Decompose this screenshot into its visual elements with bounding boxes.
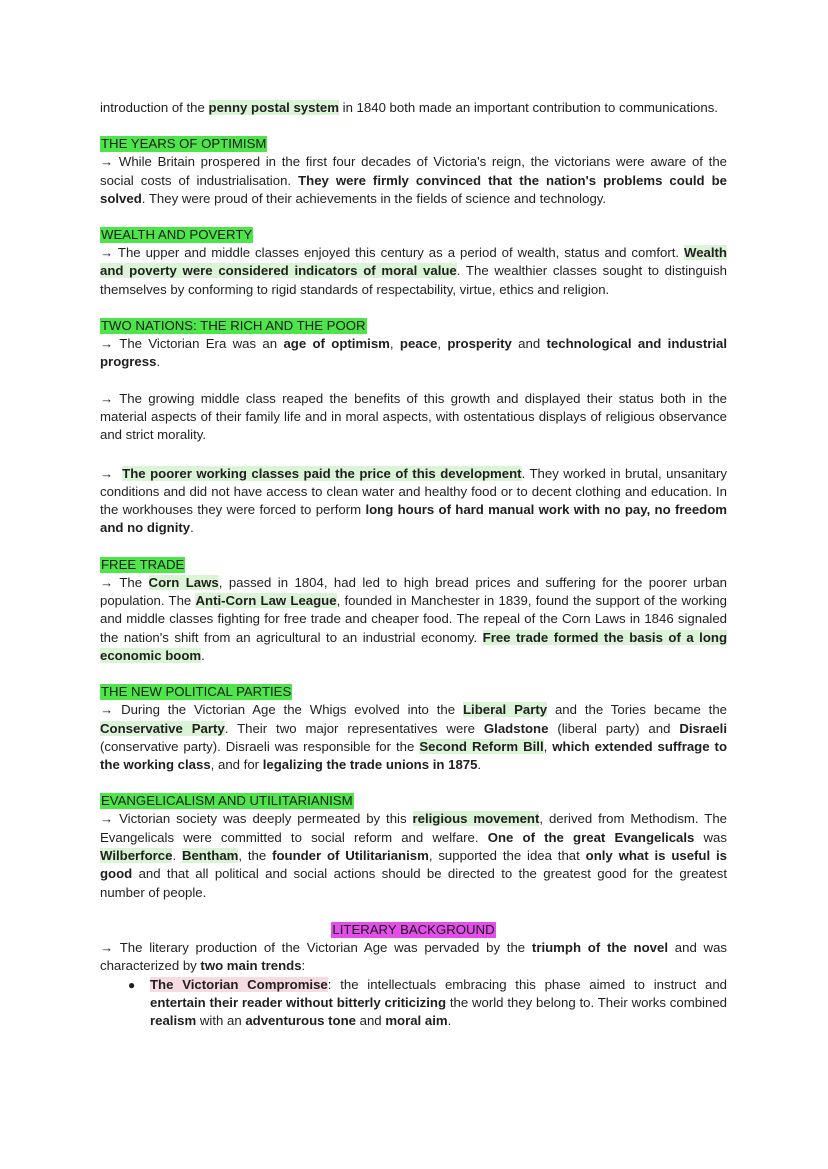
- nations-paragraph-1: → The Victorian Era was an age of optimism, peace, prosperity and technological and industrial progress.: [100, 336, 728, 370]
- arrow-icon: →: [100, 336, 114, 352]
- optimism-paragraph: → While Britain prospered in the first four decades of Victoria's reign, the victorians were aware of the social costs of industrialisation. They were firmly convinced that the nation's problems could be solved. They were proud of their achievements in the fields of science and technology.: [100, 154, 727, 206]
- list-item: ● The Victorian Compromise: the intellectuals embracing this phase aimed to instruct and entertain their reader without bitterly criticizing the world they belong to. Their works combined realism with an adventurous tone and moral aim.: [128, 976, 728, 1029]
- heading-new-political-parties: THE NEW POLITICAL PARTIES: [101, 684, 292, 700]
- heading-free-trade: FREE TRADE: [101, 556, 185, 572]
- arrow-icon: →: [100, 811, 114, 827]
- arrow-icon: →: [100, 939, 114, 955]
- arrow-icon: →: [100, 390, 114, 406]
- arrow-icon: →: [100, 465, 114, 481]
- intro-paragraph: introduction of the penny postal system in 1840 both made an important contribution to communications.: [100, 100, 718, 115]
- arrow-icon: →: [100, 154, 114, 170]
- arrow-icon: →: [100, 245, 114, 261]
- heading-two-nations: TWO NATIONS: THE RICH AND THE POOR: [101, 318, 366, 334]
- parties-paragraph: → During the Victorian Age the Whigs evolved into the Liberal Party and the Tories became the Conservative Party. Their two major representatives were Gladstone (liberal party) and Disraeli (conservative party). Disraeli was responsible for the Second Reform Bill, which extended suffrage to the working class, and for legalizing the trade unions in 1875.: [100, 702, 727, 773]
- arrow-icon: →: [100, 702, 114, 718]
- trade-paragraph: → The Corn Laws, passed in 1804, had led to high bread prices and suffering for the poorer urban population. The Anti-Corn Law League, founded in Manchester in 1839, found the support of the working and middle classes fighting for free trade and cheaper food. The repeal of the Corn Laws in 1846 signaled the nation's shift from an agricultural to an industrial economy. Free trade formed the basis of a long economic boom.: [100, 574, 728, 663]
- arrow-icon: →: [100, 574, 114, 590]
- evangel-paragraph: → Victorian society was deeply permeated by this religious movement, derived from Methodism. The Evangelicals were committed to social reform and welfare. One of the great Evangelicals was Wilberforce. Bentham, the founder of Utilitarianism, supported the idea that only what is useful is good and that all political and social actions should be directed to the greatest good for the greatest number of people.: [100, 811, 727, 900]
- heading-wealth-and-poverty: WEALTH AND POVERTY: [101, 227, 253, 243]
- nations-paragraph-2: → The growing middle class reaped the benefits of this growth and displayed their status both in the material aspects of their family life and in moral aspects, with ostentatious displays of religious observance and strict morality.: [100, 390, 727, 443]
- literary-trends-list: [100, 976, 727, 1031]
- nations-paragraph-3: → The poorer working classes paid the price of this development. They worked in brutal, unsanitary conditions and did not have access to clean water and healthy food or to decent clothing and education. In the workhouses they were forced to perform long hours of hard manual work with no pay, no freedom and no dignity.: [100, 465, 727, 536]
- heading-years-of-optimism: THE YEARS OF OPTIMISM: [101, 136, 267, 152]
- literary-heading-row: [100, 921, 727, 939]
- wealth-paragraph: → The upper and middle classes enjoyed this century as a period of wealth, status and comfort. Wealth and poverty were considered indicators of moral value. The wealthier classes sought to distinguish themselves by conforming to rigid standards of respectability, virtue, ethics and religion.: [100, 245, 727, 297]
- document-body: [100, 99, 727, 1030]
- heading-evangelicalism: EVANGELICALISM AND UTILITARIANISM: [101, 793, 353, 809]
- literary-paragraph: → The literary production of the Victorian Age was pervaded by the triumph of the novel and was characterized by two main trends:: [100, 939, 727, 974]
- heading-literary-background: LITERARY BACKGROUND: [332, 921, 495, 937]
- bullet-icon: ●: [128, 977, 136, 992]
